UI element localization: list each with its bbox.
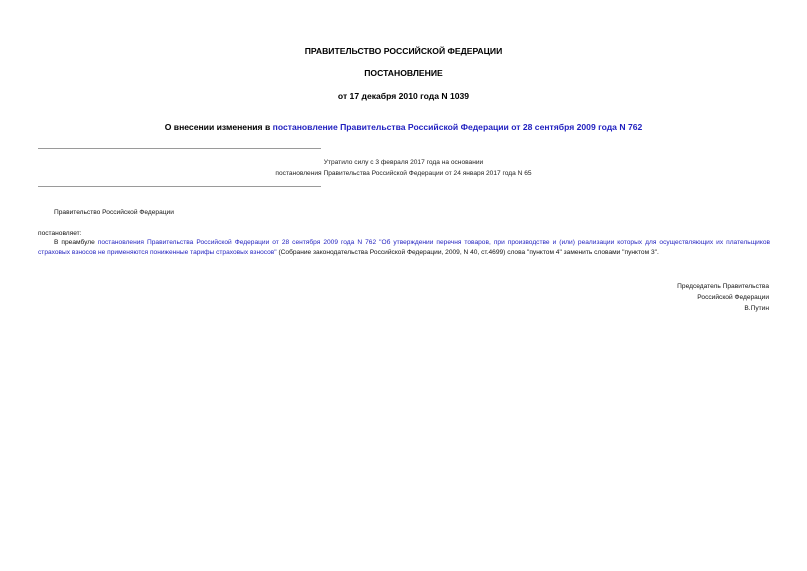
document-title: [0, 122, 807, 132]
document-date-number: от 17 декабря 2010 года N 1039: [337, 91, 470, 101]
status-note-text: Утратило силу с 3 февраля 2017 года на основании: [323, 159, 484, 166]
preamble-act-link[interactable]: постановления Правительства Российской Федерации от 28 сентября 2009 года N 762 "Об утверждении перечня товаров, при производстве и (или) реализации которых для осуществляющих их плательщиков страховых взносов не применяются пониженные тарифы страховых взносов": [38, 239, 770, 256]
paragraph-suffix: (Собрание законодательства Российской Федерации, 2009, N 40, ст.4699) слова "пунктом 4" заменить словами "пунктом 3".: [276, 249, 659, 256]
paragraph-prefix: В преамбуле: [54, 239, 98, 246]
signature-block: [677, 281, 769, 314]
amendment-paragraph: [38, 238, 770, 258]
document-title-prefix: О внесении изменения в: [164, 122, 273, 132]
amended-act-link[interactable]: постановление Правительства Российской Федерации от 28 сентября 2009 года N 762: [272, 122, 643, 132]
divider-bottom: [38, 186, 321, 187]
signature-name: В.Путин: [744, 305, 769, 312]
divider-top: [38, 148, 321, 149]
signature-position: Председатель Правительства: [677, 283, 769, 290]
signature-government: Российской Федерации: [697, 294, 769, 301]
repealing-act-link[interactable]: постановления Правительства Российской Федерации от 24 января 2017 года N 65: [275, 170, 532, 177]
issuer-text: Правительство Российской Федерации: [54, 209, 174, 216]
issuing-authority: ПРАВИТЕЛЬСТВО РОССИЙСКОЙ ФЕДЕРАЦИИ: [304, 46, 503, 56]
document-type: ПОСТАНОВЛЕНИЕ: [364, 68, 443, 78]
decides-text: постановляет:: [38, 230, 82, 237]
